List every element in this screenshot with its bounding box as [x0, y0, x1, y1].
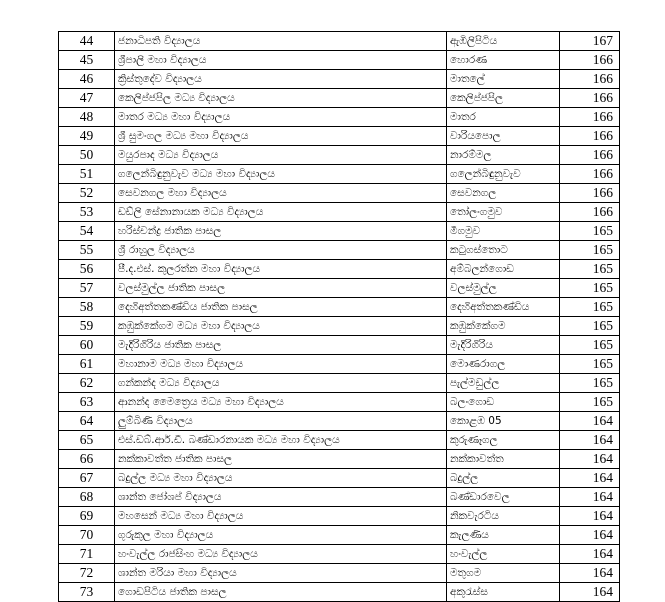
school-name: මහානාම මධ්‍ය මහා විද්‍යාලය: [115, 355, 447, 374]
row-number: 61: [59, 355, 115, 374]
school-location: නිකවැරටිය: [447, 507, 560, 526]
school-name: දෙහිඅත්තකණ්ඩිය ජාතික පාසල: [115, 298, 447, 317]
row-number: 50: [59, 146, 115, 165]
school-location: නාරම්මල: [447, 146, 560, 165]
table-row: [59, 146, 620, 165]
school-location: කටුගස්තොට: [447, 241, 560, 260]
school-name: ශ්‍රී රාහුල විද්‍යාලය: [115, 241, 447, 260]
school-location: මැදිරිගිරිය: [447, 336, 560, 355]
table-row: [59, 336, 620, 355]
table-row: [59, 70, 620, 89]
school-location: බදුල්ල: [447, 469, 560, 488]
table-row: [59, 507, 620, 526]
school-name: කෙලිප්ජපිල මධ්‍ය විද්‍යාලය: [115, 89, 447, 108]
school-score: 164: [560, 488, 620, 507]
school-score: 165: [560, 393, 620, 412]
school-location: හොරණ: [447, 51, 560, 70]
school-score: 165: [560, 336, 620, 355]
row-number: 60: [59, 336, 115, 355]
school-score: 164: [560, 450, 620, 469]
row-number: 57: [59, 279, 115, 298]
school-score: 165: [560, 260, 620, 279]
school-location: හංවැල්ල: [447, 545, 560, 564]
school-location: මාතලේ: [447, 70, 560, 89]
school-name: ලුම්බිණි විද්‍යාලය: [115, 412, 447, 431]
table-row: [59, 222, 620, 241]
table-row: [59, 241, 620, 260]
row-number: 59: [59, 317, 115, 336]
school-name: බදුල්ල මධ්‍ය මහා විද්‍යාලය: [115, 469, 447, 488]
row-number: 55: [59, 241, 115, 260]
school-name: ගොඩපිටිය ජාතික පාසල: [115, 583, 447, 602]
school-score: 164: [560, 431, 620, 450]
school-score: 165: [560, 222, 620, 241]
school-location: අකුරැස්ස: [447, 583, 560, 602]
row-number: 67: [59, 469, 115, 488]
school-score: 166: [560, 203, 620, 222]
school-location: මීගමුව: [447, 222, 560, 241]
school-location: දෙහිඅත්තකණ්ඩිය: [447, 298, 560, 317]
school-location: කොළඹ 05: [447, 412, 560, 431]
school-score: 166: [560, 70, 620, 89]
school-score: 164: [560, 545, 620, 564]
school-name: පී.ද.එස්. කුලරත්න මහා විද්‍යාලය: [115, 260, 447, 279]
school-location: ගලෙන්බිඳුනුවැව: [447, 165, 560, 184]
row-number: 71: [59, 545, 115, 564]
table-row: [59, 355, 620, 374]
school-location: කුරුණෑගල: [447, 431, 560, 450]
table-row: [59, 545, 620, 564]
school-ranking-table: [58, 31, 620, 602]
row-number: 49: [59, 127, 115, 146]
table-body: [59, 32, 620, 602]
school-name: හරිස්චන්ද්‍ර ජාතික පාසල: [115, 222, 447, 241]
row-number: 48: [59, 108, 115, 127]
table-row: [59, 374, 620, 393]
school-score: 166: [560, 146, 620, 165]
school-location: මාතර: [447, 108, 560, 127]
row-number: 65: [59, 431, 115, 450]
row-number: 44: [59, 32, 115, 51]
school-name: නක්කාවත්ත ජාතික පාසල: [115, 450, 447, 469]
table-row: [59, 127, 620, 146]
school-name: වලස්මුල්ල ජාතික පාසල: [115, 279, 447, 298]
school-location: ඇඹිලිපිටිය: [447, 32, 560, 51]
school-name: මාතර මධ්‍ය මහා විද්‍යාලය: [115, 108, 447, 127]
school-score: 164: [560, 583, 620, 602]
school-score: 166: [560, 165, 620, 184]
row-number: 56: [59, 260, 115, 279]
school-location: තෝලංගමුව: [447, 203, 560, 222]
school-name: ශ්‍රීපාලි මහා විද්‍යාලය: [115, 51, 447, 70]
school-location: කැලණිය: [447, 526, 560, 545]
school-name: ඩඩ්ලි සේනානායක මධ්‍ය විද්‍යාලය: [115, 203, 447, 222]
table-row: [59, 184, 620, 203]
table-row: [59, 450, 620, 469]
school-name: සෙවනගල මහා විද්‍යාලය: [115, 184, 447, 203]
school-location: බලංගොඩ: [447, 393, 560, 412]
school-name: එස්.ඩබ්.ආර්.ඩී. බණ්ඩාරනායක මධ්‍ය මහා විද්‍යාලය: [115, 431, 447, 450]
row-number: 54: [59, 222, 115, 241]
school-score: 165: [560, 355, 620, 374]
school-score: 165: [560, 317, 620, 336]
school-name: ශාන්ත ජෝශප් විද්‍යාලය: [115, 488, 447, 507]
table-row: [59, 526, 620, 545]
school-score: 164: [560, 564, 620, 583]
row-number: 62: [59, 374, 115, 393]
table-row: [59, 165, 620, 184]
row-number: 69: [59, 507, 115, 526]
school-name: මැදිරිගිරිය ජාතික පාසල: [115, 336, 447, 355]
table-row: [59, 51, 620, 70]
table-row: [59, 89, 620, 108]
school-score: 164: [560, 469, 620, 488]
table-row: [59, 564, 620, 583]
row-number: 68: [59, 488, 115, 507]
school-name: ගුරුකුල මහා විද්‍යාලය: [115, 526, 447, 545]
school-location: සෙවනගල: [447, 184, 560, 203]
table-row: [59, 203, 620, 222]
table-row: [59, 298, 620, 317]
school-name: ශ්‍රී සුමංගල මධ්‍ය මහා විද්‍යාලය: [115, 127, 447, 146]
school-location: කෙලිප්ජපිල: [447, 89, 560, 108]
table-row: [59, 32, 620, 51]
school-score: 165: [560, 241, 620, 260]
row-number: 66: [59, 450, 115, 469]
school-score: 166: [560, 127, 620, 146]
table-row: [59, 108, 620, 127]
school-name: ආනන්ද මෛත්‍රෙය මධ්‍ය මහා විද්‍යාලය: [115, 393, 447, 412]
school-name: කඹුක්කේගම මධ්‍ය මහා විද්‍යාලය: [115, 317, 447, 336]
table-row: [59, 317, 620, 336]
school-name: මයුරපාද මධ්‍ය විද්‍යාලය: [115, 146, 447, 165]
school-name: ගලෙන්බිඳුනුවැව මධ්‍ය මහා විද්‍යාලය: [115, 165, 447, 184]
row-number: 51: [59, 165, 115, 184]
school-score: 166: [560, 108, 620, 127]
table-row: [59, 488, 620, 507]
school-score: 166: [560, 184, 620, 203]
school-name: ශාන්ත මරියා මහා විද්‍යාලය: [115, 564, 447, 583]
school-name: ක්‍රිස්තුදේව විද්‍යාලය: [115, 70, 447, 89]
school-score: 165: [560, 374, 620, 393]
school-name: මහසෙන් මධ්‍ය මහා විද්‍යාලය: [115, 507, 447, 526]
school-location: අම්බලන්ගොඩ: [447, 260, 560, 279]
row-number: 46: [59, 70, 115, 89]
table-row: [59, 260, 620, 279]
school-location: කඹුක්කේගම: [447, 317, 560, 336]
row-number: 70: [59, 526, 115, 545]
row-number: 58: [59, 298, 115, 317]
row-number: 63: [59, 393, 115, 412]
table-row: [59, 583, 620, 602]
school-name: ගන්කන්ද මධ්‍ය විද්‍යාලය: [115, 374, 447, 393]
school-location: බණ්ඩාරවෙල: [447, 488, 560, 507]
row-number: 72: [59, 564, 115, 583]
row-number: 64: [59, 412, 115, 431]
school-location: වාරියපොල: [447, 127, 560, 146]
row-number: 47: [59, 89, 115, 108]
school-name: ජනාධිපති විද්‍යාලය: [115, 32, 447, 51]
table-row: [59, 469, 620, 488]
school-location: මතුගම: [447, 564, 560, 583]
table-row: [59, 393, 620, 412]
row-number: 52: [59, 184, 115, 203]
school-score: 166: [560, 51, 620, 70]
school-location: මොණරාගල: [447, 355, 560, 374]
row-number: 45: [59, 51, 115, 70]
row-number: 53: [59, 203, 115, 222]
school-name: හංවැල්ල රාජසිංහ මධ්‍ය විද්‍යාලය: [115, 545, 447, 564]
school-score: 165: [560, 298, 620, 317]
school-location: නක්කාවත්ත: [447, 450, 560, 469]
school-score: 164: [560, 507, 620, 526]
school-score: 166: [560, 89, 620, 108]
school-score: 165: [560, 279, 620, 298]
school-score: 164: [560, 412, 620, 431]
table-row: [59, 412, 620, 431]
school-location: වලස්මුල්ල: [447, 279, 560, 298]
school-score: 167: [560, 32, 620, 51]
row-number: 73: [59, 583, 115, 602]
table-row: [59, 431, 620, 450]
school-score: 164: [560, 526, 620, 545]
table-row: [59, 279, 620, 298]
school-location: පැල්මඩුල්ල: [447, 374, 560, 393]
